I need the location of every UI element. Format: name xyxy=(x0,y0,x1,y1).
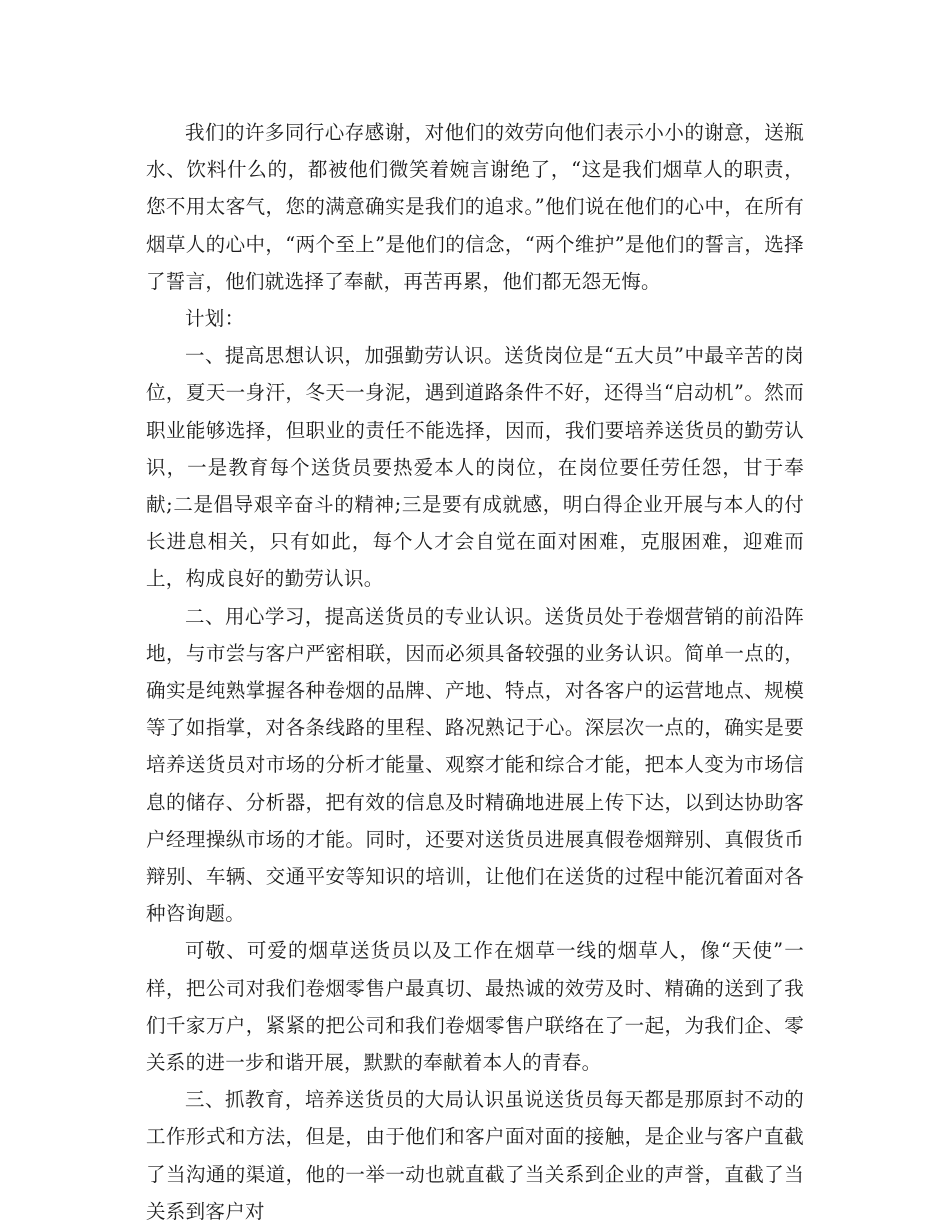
paragraph-tribute: 可敬、可爱的烟草送货员以及工作在烟草一线的烟草人，像“天使”一样，把公司对我们卷烟零售户最真切、最热诚的效劳及时、精确的送到了我们千家万户，紧紧的把公司和我们卷烟零售户联络在了一起，为我们企、零关系的进一步和谐开展，默默的奉献着本人的青春。 xyxy=(146,939,804,1075)
paragraph-thanks: 我们的许多同行心存感谢，对他们的效劳向他们表示小小的谢意，送瓶水、饮料什么的，都被他们微笑着婉言谢绝了，“这是我们烟草人的职责，您不用太客气，您的满意确实是我们的追求。”他们说在他们的心中，在所有烟草人的心中，“两个至上”是他们的信念，“两个维护”是他们的誓言，选择了誓言，他们就选择了奉献，再苦再累，他们都无怨无悔。 xyxy=(146,121,804,293)
paragraph-point-one: 一、提高思想认识，加强勤劳认识。送货岗位是“五大员”中最辛苦的岗位，夏天一身汗，冬天一身泥，遇到道路条件不好，还得当“启动机”。然而职业能够选择，但职业的责任不能选择，因而，我们要培养送货员的勤劳认识，一是教育每个送货员要热爱本人的岗位，在岗位要任劳任怨，甘于奉献;二是倡导艰辛奋斗的精神;三是要有成就感，明白得企业开展与本人的付长进息相关，只有如此，每个人才会自觉在面对困难，克服困难，迎难而上，构成良好的勤劳认识。 xyxy=(146,344,804,591)
paragraph-plan-heading: 计划： xyxy=(185,307,245,331)
paragraph-point-two: 二、用心学习，提高送货员的专业认识。送货员处于卷烟营销的前沿阵地，与市尝与客户严密相联，因而必须具备较强的业务认识。简单一点的，确实是纯熟掌握各种卷烟的品牌、产地、特点，对各客户的运营地点、规模等了如指掌，对各条线路的里程、路况熟记于心。深层次一点的，确实是要培养送货员对市场的分析才能量、观察才能和综合才能，把本人变为市场信息的储存、分析器，把有效的信息及时精确地进展上传下达，以到达协助客户经理操纵市场的才能。同时，还要对送货员进展真假卷烟辩别、真假货币辩别、车辆、交通平安等知识的培训，让他们在送货的过程中能沉着面对各种咨询题。 xyxy=(146,604,804,926)
document-body xyxy=(146,114,804,1230)
paragraph-point-three: 三、抓教育，培养送货员的大局认识虽说送货员每天都是那原封不动的工作形式和方法，但是，由于他们和客户面对面的接触，是企业与客户直截了当沟通的渠道，他的一举一动也就直截了当关系到企业的声誉，直截了当关系到客户对 xyxy=(146,1088,804,1223)
